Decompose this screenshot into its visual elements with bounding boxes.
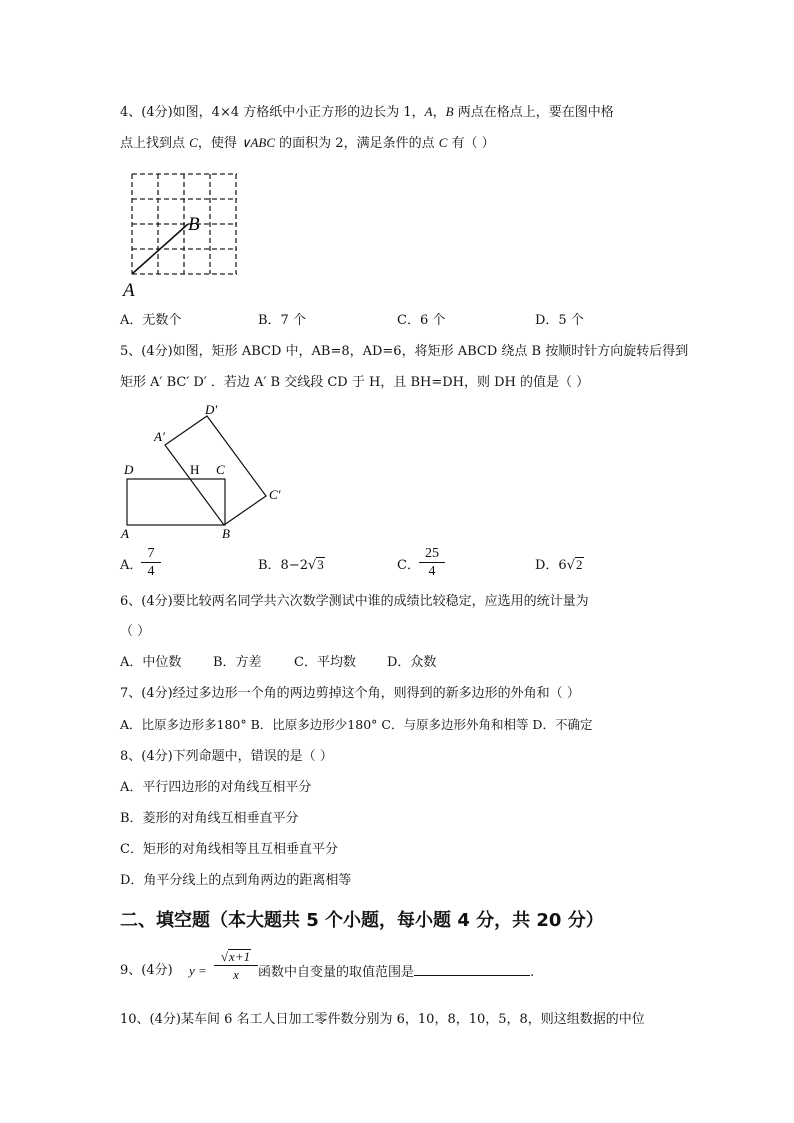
q5-option-a-den: 4 xyxy=(147,564,155,579)
q5-label-c-prime: C′ xyxy=(269,487,281,502)
q4-point-a: A xyxy=(424,104,433,119)
q5-option-b-label: B．8−2 xyxy=(258,558,308,573)
q9-y-equals: y = xyxy=(189,963,207,978)
q5-label-c: C xyxy=(216,462,225,477)
q5-option-c-label: C． xyxy=(397,558,420,573)
q7-stem: 7、(4分)经过多边形一个角的两边剪掉这个角，则得到的新多边形的外角和（ ） xyxy=(120,686,580,701)
q4-option-a: A．无数个 xyxy=(120,313,182,328)
q9-denominator: x xyxy=(233,967,239,982)
q4-point-c2: C xyxy=(438,135,448,150)
q6-option-a: A．中位数 xyxy=(120,655,182,670)
q4-text-c: 的面积为 2，满足条件的点 xyxy=(275,136,439,151)
q4-sep: ， xyxy=(432,105,446,120)
q9-end: . xyxy=(530,965,535,980)
q5-option-d: D．6√2 xyxy=(535,557,583,573)
q4-fig-label-b: B xyxy=(188,214,200,235)
q10-stem: 10、(4分)某车间 6 名工人日加工零件数分别为 6，10，8，10，5，8，则这组数据的中位 xyxy=(120,1012,645,1027)
q9-function-fraction xyxy=(214,948,258,983)
q9-answer-blank[interactable] xyxy=(414,962,530,976)
q6-stem-line2: （ ） xyxy=(120,624,151,639)
q9-text xyxy=(258,962,534,982)
q4-stem-line2 xyxy=(120,134,495,153)
q5-option-b-radicand: 3 xyxy=(317,557,324,572)
q4-option-b: B．7 个 xyxy=(258,313,306,328)
q6-option-c: C．平均数 xyxy=(294,655,356,670)
q5-option-a-num: 7 xyxy=(141,545,161,563)
q5-option-d-label: D．6 xyxy=(535,558,567,573)
q6-option-b: B．方差 xyxy=(213,655,262,670)
q5-option-c-fraction xyxy=(419,545,445,580)
q4-grid-figure xyxy=(118,168,248,300)
q4-option-d: D．5 个 xyxy=(535,313,584,328)
q8-option-b: B．菱形的对角线互相垂直平分 xyxy=(120,811,299,826)
q9-text-body: 函数中自变量的取值范围是 xyxy=(258,965,415,980)
q4-stem-line1 xyxy=(120,103,614,122)
q5-label-a-prime: A′ xyxy=(154,429,165,444)
q4-text-a: 点上找到点 xyxy=(120,136,190,151)
q5-option-d-radicand: 2 xyxy=(576,557,583,572)
q9-numerator: √x+1 xyxy=(214,948,258,966)
q5-label-b: B xyxy=(222,526,230,541)
q8-option-c: C．矩形的对角线相等且互相垂直平分 xyxy=(120,842,338,857)
section-heading-fill-in: 二、填空题（本大题共 5 个小题，每小题 4 分，共 20 分） xyxy=(120,910,604,931)
q7-options: A．比原多边形多180° B．比原多边形少180° C．与原多边形外角和相等 D．不确定 xyxy=(120,717,593,732)
q4-text-tail: 两点在格点上，要在图中格 xyxy=(453,105,614,120)
q4-point-b: B xyxy=(445,104,454,119)
q5-rectangle-figure xyxy=(118,402,298,542)
q8-stem: 8、(4分)下列命题中，错误的是（ ） xyxy=(120,749,333,764)
q4-text-b: ，使得 xyxy=(197,136,241,151)
q5-option-c-num: 25 xyxy=(419,545,445,563)
q5-stem-line1: 5、(4分)如图，矩形 ABCD 中，AB=8，AD=6，将矩形 ABCD 绕点 B 按顺时针方向旋转后得到 xyxy=(120,344,689,359)
q4-point-c: C xyxy=(189,135,198,150)
q5-option-c-den: 4 xyxy=(428,564,436,579)
q9-prefix: 9、(4分) xyxy=(120,963,173,978)
q6-stem-line1: 6、(4分)要比较两名同学共六次数学测试中谁的成绩比较稳定，应选用的统计量为 xyxy=(120,594,589,609)
q4-text: 4、(4分)如图，4×4 方格纸中小正方形的边长为 1， xyxy=(120,105,425,120)
q5-label-h: H xyxy=(190,462,200,477)
q4-option-c: C．6 个 xyxy=(397,313,446,328)
q5-label-d-prime: D′ xyxy=(205,402,218,417)
q5-option-b: B．8−2√3 xyxy=(258,557,324,573)
q5-label-a: A xyxy=(121,526,129,541)
q5-stem-line2: 矩形 A′ BC′ D′ ．若边 A′ B 交线段 CD 于 H，且 BH=DH，则 DH 的值是（ ） xyxy=(120,375,590,390)
q8-option-d: D．角平分线上的点到角两边的距离相等 xyxy=(120,873,352,888)
q4-triangle: ∨ABC xyxy=(240,135,276,150)
q5-option-a-label: A． xyxy=(120,558,143,573)
q5-option-a-fraction xyxy=(141,545,161,580)
q9-radicand: x+1 xyxy=(229,949,251,964)
q6-option-d: D．众数 xyxy=(387,655,437,670)
q4-fig-label-a: A xyxy=(123,280,135,300)
q5-label-d: D xyxy=(124,462,134,477)
q4-text-d: 有（ ） xyxy=(447,136,495,151)
q8-option-a: A．平行四边形的对角线互相平分 xyxy=(120,780,312,795)
